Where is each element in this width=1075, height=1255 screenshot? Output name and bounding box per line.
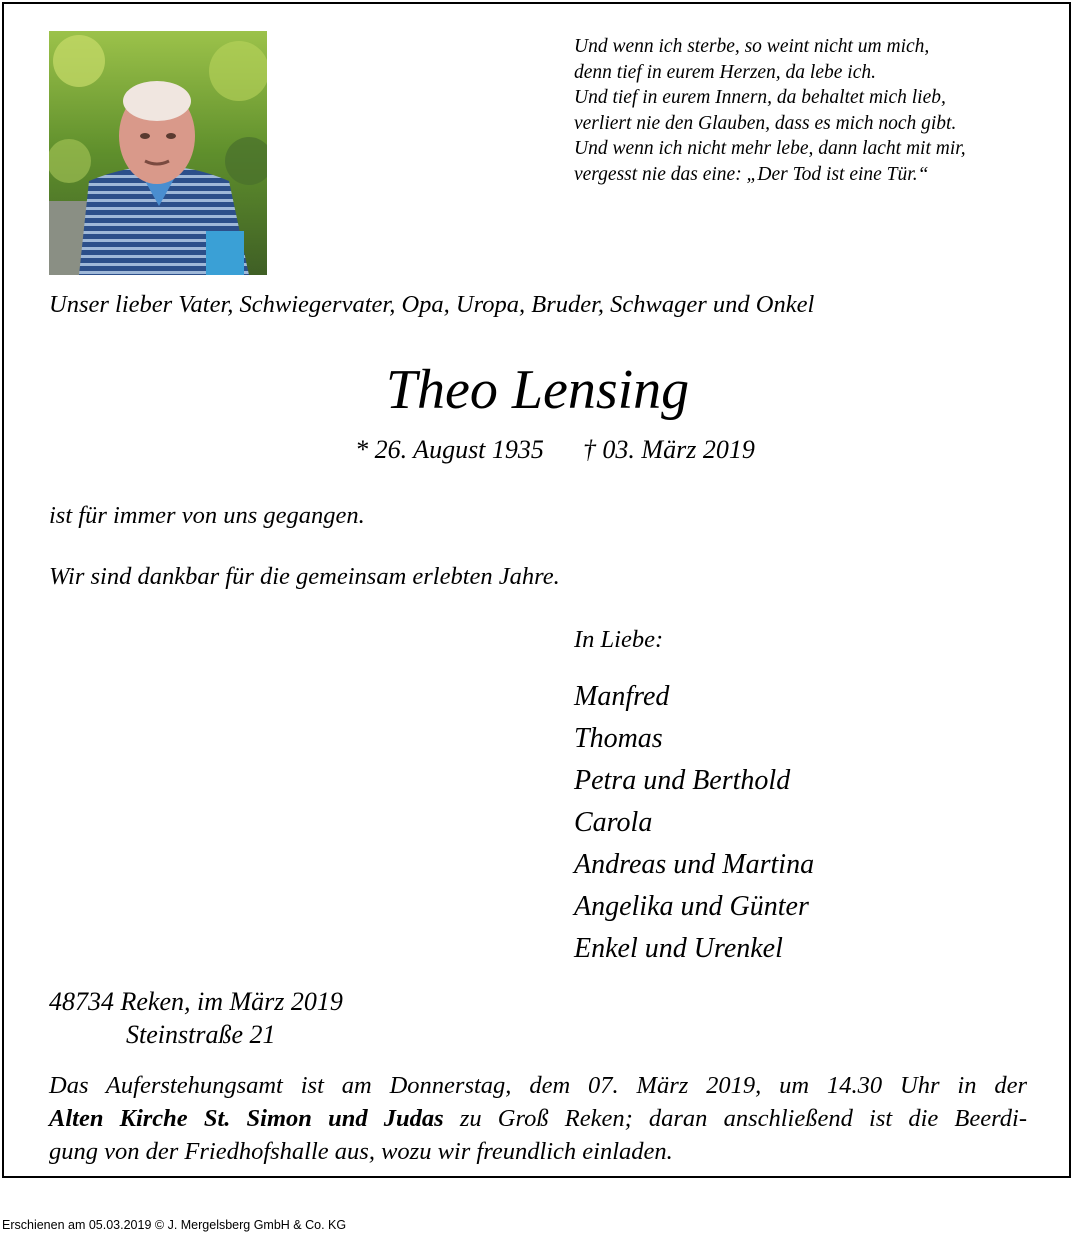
poem-line: denn tief in eurem Herzen, da lebe ich. xyxy=(574,61,876,83)
family-member: Manfred xyxy=(574,681,670,712)
portrait-photo xyxy=(49,31,267,275)
family-member: Thomas xyxy=(574,723,663,754)
family-member: Angelika und Günter xyxy=(574,891,809,922)
gratitude-line: Wir sind dankbar für die gemeinsam erlebten Jahre. xyxy=(49,563,560,590)
poem-line: vergesst nie das eine: „Der Tod ist eine Tür.“ xyxy=(574,163,929,185)
address-city-line: 48734 Reken, im März 2019 xyxy=(49,987,343,1016)
publication-footer: Erschienen am 05.03.2019 © J. Mergelsberg GmbH & Co. KG xyxy=(2,1218,347,1232)
relation-line: Unser lieber Vater, Schwiegervater, Opa, Uropa, Bruder, Schwager und Onkel xyxy=(49,291,815,318)
address-street: Steinstraße 21 xyxy=(126,1020,276,1049)
service-notice xyxy=(49,1069,1027,1168)
service-line-2-rest: zu Groß Reken; daran anschließend ist die Beerdi- xyxy=(443,1105,1027,1132)
church-name: Alten Kirche St. Simon und Judas xyxy=(49,1105,444,1132)
family-member: Petra und Berthold xyxy=(574,765,791,796)
family-member: Carola xyxy=(574,807,653,838)
deceased-name: Theo Lensing xyxy=(385,359,690,421)
poem xyxy=(574,34,1044,187)
service-line-2 xyxy=(49,1102,1027,1135)
poem-line: verliert nie den Glauben, dass es mich noch gibt. xyxy=(574,112,957,134)
poem-line: Und tief in eurem Innern, da behaltet mich lieb, xyxy=(574,87,946,108)
service-line-3: gung von der Friedhofshalle aus, wozu wir freundlich einladen. xyxy=(49,1138,673,1165)
passed-away-line: ist für immer von uns gegangen. xyxy=(49,502,365,529)
poem-line: Und wenn ich nicht mehr lebe, dann lacht mit mir, xyxy=(574,138,966,159)
family-member: Enkel und Urenkel xyxy=(574,933,783,964)
death-date: † 03. März 2019 xyxy=(582,435,755,464)
family-list xyxy=(574,676,814,970)
service-line-1: Das Auferstehungsamt ist am Donnerstag, dem 07. März 2019, um 14.30 Uhr in der xyxy=(49,1072,1027,1099)
family-member: Andreas und Martina xyxy=(574,849,815,880)
life-dates xyxy=(0,435,1075,465)
birth-date: * 26. August 1935 xyxy=(355,435,544,464)
in-liebe-label: In Liebe: xyxy=(574,626,664,653)
poem-line: Und wenn ich sterbe, so weint nicht um mich, xyxy=(574,36,930,57)
